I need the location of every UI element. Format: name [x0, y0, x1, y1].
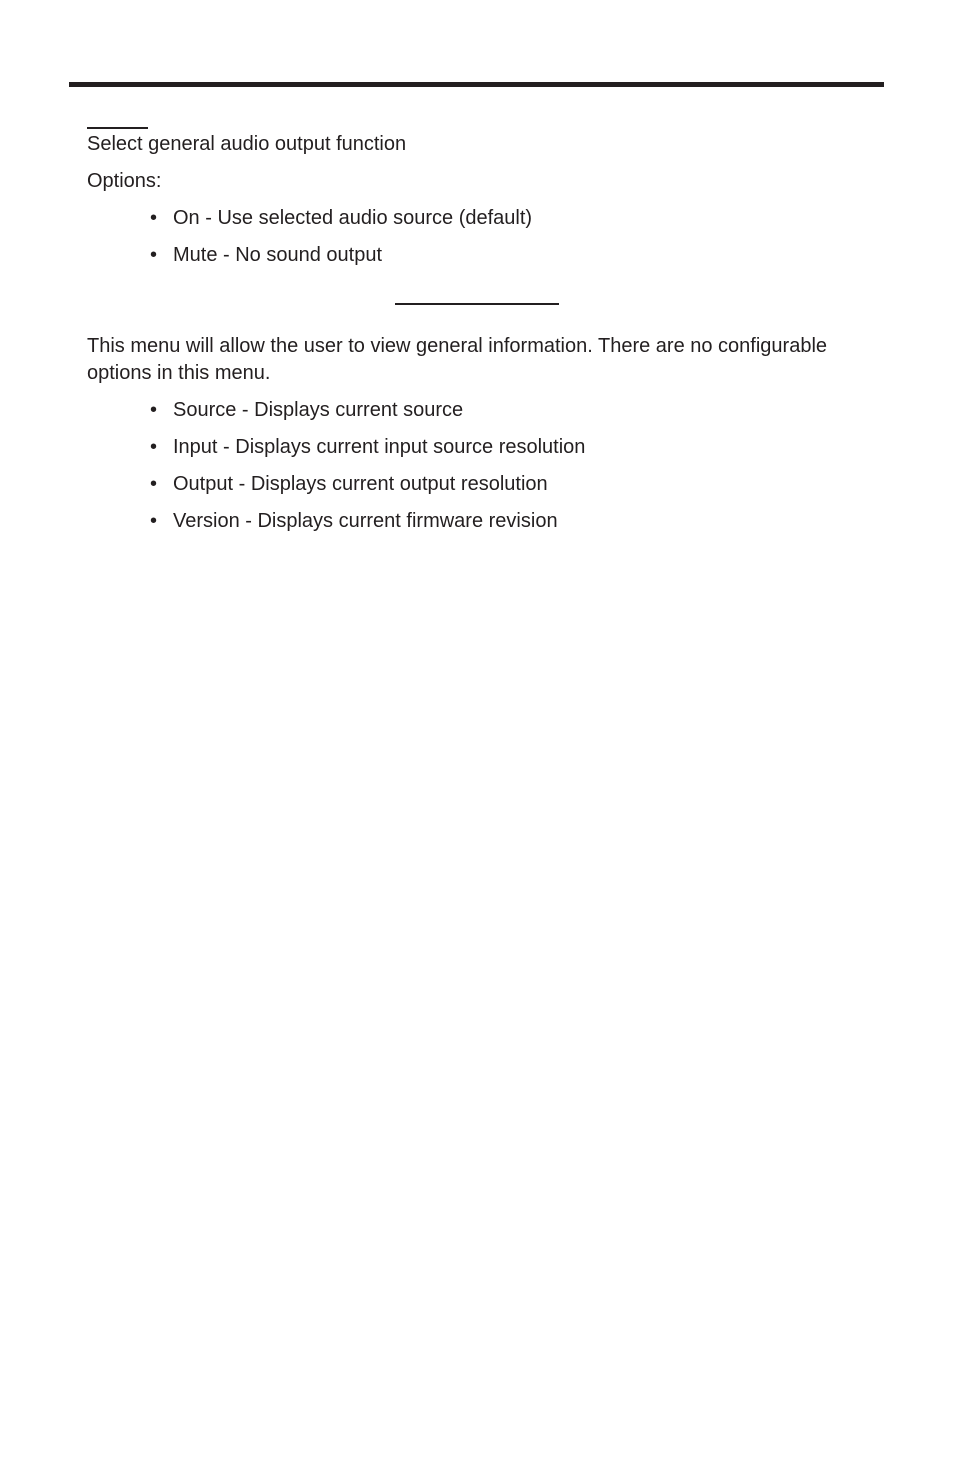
info-items-list [150, 397, 585, 545]
audio-heading-underline [87, 127, 148, 129]
audio-option-mute: Mute - No sound output [173, 244, 383, 266]
info-item-output: Output - Displays current output resolution [173, 473, 548, 495]
bullet-icon: • [150, 207, 158, 229]
bullet-icon: • [150, 436, 158, 458]
audio-option-on: On - Use selected audio source (default) [173, 207, 533, 229]
list-item [150, 397, 585, 434]
bullet-icon: • [150, 399, 158, 421]
list-item [150, 508, 585, 545]
list-item [150, 471, 585, 508]
info-heading-underline [395, 303, 559, 305]
info-item-version: Version - Displays current firmware revision [173, 510, 558, 532]
info-item-input: Input - Displays current input source resolution [173, 436, 586, 458]
list-item [150, 434, 585, 471]
audio-options-list [150, 205, 532, 279]
bullet-icon: • [150, 244, 158, 266]
audio-description: Select general audio output function [87, 133, 407, 155]
info-item-source: Source - Displays current source [173, 399, 464, 421]
bullet-icon: • [150, 510, 158, 532]
bullet-icon: • [150, 473, 158, 495]
list-item [150, 205, 532, 242]
list-item [150, 242, 532, 279]
page-top-rule [69, 82, 884, 87]
audio-options-label: Options: [87, 170, 162, 192]
info-description: This menu will allow the user to view general information. There are no configurable options in this menu. [87, 335, 828, 384]
